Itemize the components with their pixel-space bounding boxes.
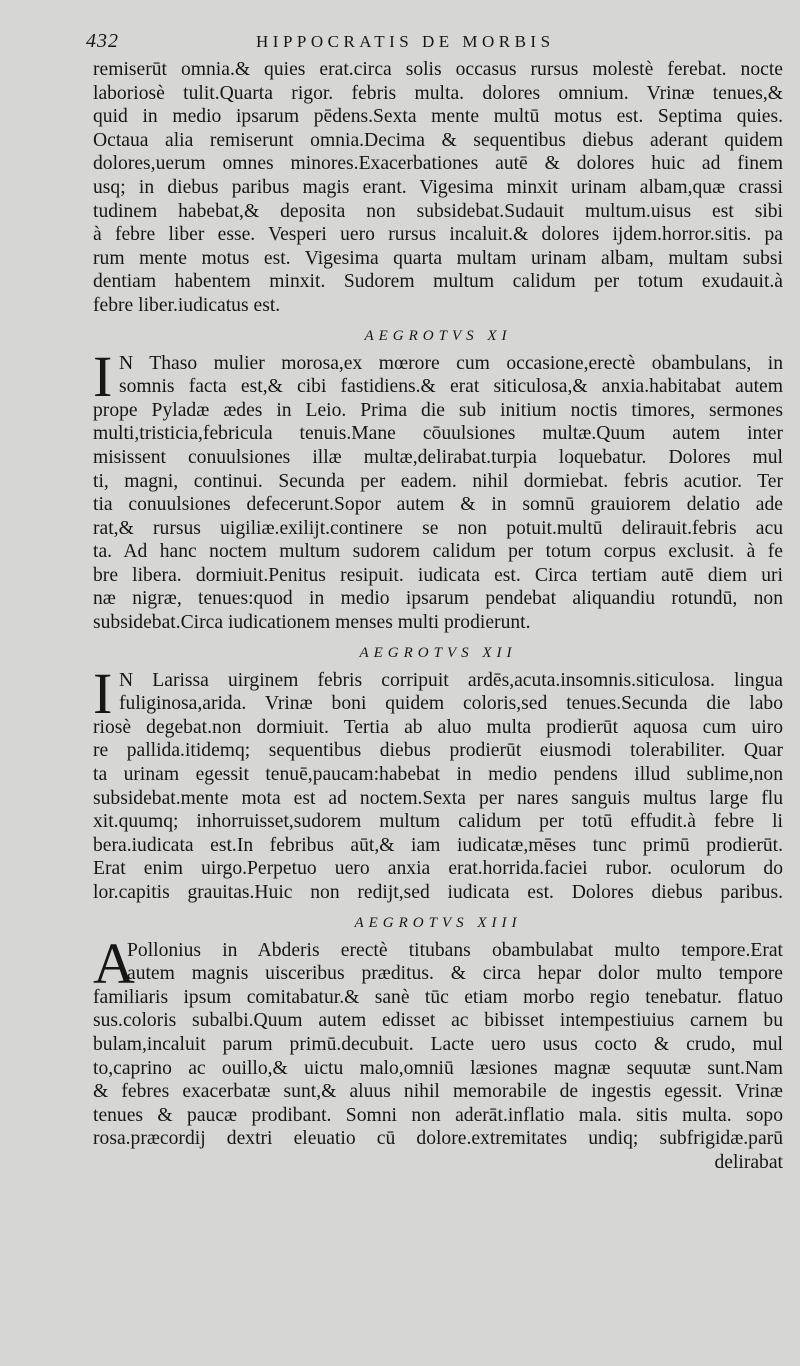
text-line: subsidebat.mente mota est ad noctem.Sexta per nares sanguis multus large flu xyxy=(93,787,783,809)
text-line: N Larissa uirginem febris corripuit ardēs,acuta.insomnis.siticulosa. lingua xyxy=(119,669,783,691)
text-line: & febres exacerbatæ sunt,& aluus nihil memorabile de ingestis egessit. Vrinæ xyxy=(93,1081,783,1103)
text-line: subsidebat.Circa iudicationem menses multi prodierunt. xyxy=(93,612,531,634)
text-line: familiaris ipsum comitabatur.& sanè tūc etiam morbo regio tenebatur. flatuo xyxy=(93,986,783,1008)
text-line: tudinem habebat,& deposita non subsidebat.Sudauit multum.uisus est sibi xyxy=(93,200,783,222)
text-line: ta urinam egessit tenuē,paucam:habebat in medio pendens illud sublime,non xyxy=(93,764,783,786)
running-head: HIPPOCRATIS DE MORBIS xyxy=(256,32,555,51)
page-header xyxy=(86,26,786,56)
text-line: quid in medio ipsarum pēdens.Sexta mente multū motus est. Septima quies. xyxy=(93,106,783,128)
text-line: ti, magni, continui. Secunda per eadem. nihil dormiebat. febris acutior. Ter xyxy=(93,470,783,492)
text-line: dentiam habentem minxit. Sudorem multum calidum per totum exudauit.à xyxy=(93,271,783,293)
section-body xyxy=(93,930,783,1175)
body-text xyxy=(93,58,783,1175)
drop-cap: I xyxy=(93,660,113,726)
section-body xyxy=(93,343,783,635)
text-line: rum mente motus est. Vigesima quarta multam urinam albam, multam subsi xyxy=(93,247,783,269)
text-line: bulam,incaluit parum primū.decubuit. Lacte uero usus cocto & crudo, mul xyxy=(93,1033,783,1055)
section-aegrotus-xii xyxy=(93,641,783,905)
text-line: somnis facta est,& cibi fastidiens.& erat siticulosa,& anxia.habitabat autem xyxy=(119,376,783,398)
text-line: rosa.præcordij dextri eleuatio cū dolore.extremitates undiq; subfrigidæ.parū xyxy=(93,1128,783,1150)
section-heading: AEGROTVS XI xyxy=(364,327,512,344)
drop-cap: A xyxy=(93,930,135,996)
intro-paragraph xyxy=(93,58,783,318)
text-line: misissent conuulsiones illæ multæ,delirabat.turpia loquebatur. Dolores mul xyxy=(93,446,783,468)
text-line: Erat enim uirgo.Perpetuo uero anxia erat.horrida.faciei rubor. oculorum do xyxy=(93,858,783,880)
text-line: usq; in diebus paribus magis erant. Vigesima minxit urinam albam,quæ crassi xyxy=(93,176,783,198)
text-line: Pollonius in Abderis erectè titubans obambulabat multo tempore.Erat xyxy=(127,939,783,961)
text-line: sus.coloris subalbi.Quum autem edisset ac bibisset intempestiuius carnem bu xyxy=(93,1010,783,1032)
text-line: N Thaso mulier morosa,ex mœrore cum occasione,erectè obambulans, in xyxy=(119,352,783,374)
page-number: 432 xyxy=(86,30,119,52)
text-line: autem magnis uisceribus præditus. & circa hepar dolor multo tempore xyxy=(127,963,783,985)
text-line: riosè degebat.non dormiuit. Tertia ab aluo multa prodierūt aquosa cum uiro xyxy=(93,716,783,738)
text-line: to,caprino ac ouillo,& uictu malo,omniū læsiones magnæ sequutæ sunt.Nam xyxy=(93,1057,783,1079)
section-aegrotus-xi xyxy=(93,324,783,635)
text-line: rat,& rursus uigiliæ.exilijt.continere se non potuit.multū delirauit.febris acu xyxy=(93,517,783,539)
section-body xyxy=(93,660,783,905)
text-line: bre libera. dormiuit.Penitus resipuit. iudicata est. Circa tertiam autē diem uri xyxy=(93,564,783,586)
text-line: multi,tristicia,febricula tenuis.Mane cōuulsiones multæ.Quum autem inter xyxy=(93,423,783,445)
text-line: lor.capitis grauitas.Huic non redijt,sed iudicata est. Dolores diebus paribus. xyxy=(93,882,783,903)
text-line: tenues & paucæ prodibant. Somni non aderāt.inflatio mala. sitis multa. sopo xyxy=(93,1104,783,1126)
text-line: tia conuulsiones defecerunt.Sopor autem & in somnū grauiorem delatio ade xyxy=(93,494,783,516)
catchword: delirabat xyxy=(714,1151,783,1173)
text-line: laboriosè tulit.Quarta rigor. febris multa. dolores omnium. Vrinæ tenues,& xyxy=(93,82,783,104)
section-heading: AEGROTVS XII xyxy=(359,644,517,661)
text-line: prope Pyladæ ædes in Leio. Prima die sub initium noctis timores, sermones xyxy=(93,399,783,421)
text-line: Octaua alia remiserunt omnia.Decima & sequentibus diebus aderant quidem xyxy=(93,129,783,151)
section-heading: AEGROTVS XIII xyxy=(354,914,522,931)
text-line: ta. Ad hanc noctem multum sudorem calidum per totum corpus exclusit. à fe xyxy=(93,541,783,563)
text-line: remiserūt omnia.& quies erat.circa solis occasus rursus molestè ferebat. nocte xyxy=(93,59,783,80)
text-line: febre liber.iudicatus est. xyxy=(93,294,281,316)
text-line: dolores,uerum omnes minores.Exacerbationes autē & dolores huic ad finem xyxy=(93,153,783,175)
text-line: à febre liber esse. Vesperi uero rursus incaluit.& dolores ijdem.horror.sitis. pa xyxy=(93,224,783,246)
text-line: bera.iudicata est.In febribus aūt,& iam iudicatæ,mēses tunc primū prodierūt. xyxy=(93,834,783,856)
text-line: re pallida.itidemq; sequentibus diebus prodierūt eiusmodi tolerabiliter. Quar xyxy=(93,740,783,762)
text-line: xit.quumq; inhorruisset,sudorem multum calidum per totū effudit.à febre li xyxy=(93,811,783,833)
text-line: næ nigræ, tenues:quod in medio ipsarum pendebat aliquandiu rotundū, non xyxy=(93,588,783,610)
section-aegrotus-xiii xyxy=(93,911,783,1175)
drop-cap: I xyxy=(93,343,113,409)
text-line: fuliginosa,arida. Vrinæ boni quidem coloris,sed tenues.Secunda die labo xyxy=(119,693,783,715)
